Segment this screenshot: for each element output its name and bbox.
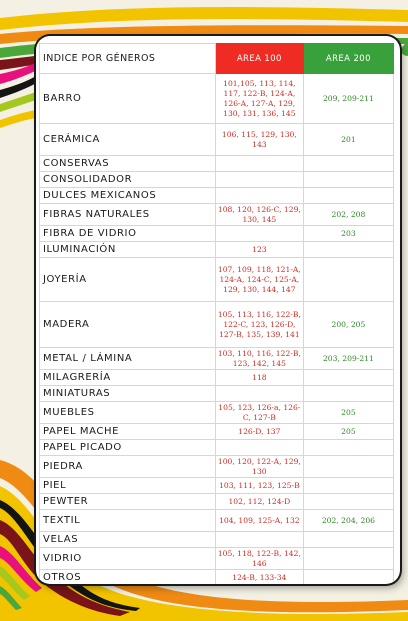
genre-cell: MILAGRERÍA [40,370,216,386]
area-100-cell [215,172,303,188]
genre-index-table [39,43,394,584]
table-row [40,424,394,440]
area-100-cell: 106, 115, 129, 130, 143 [215,124,303,156]
area-200-cell: 202, 204, 206 [303,510,393,532]
area-100-cell: 105, 118, 122-B, 142, 146 [215,548,303,570]
area-100-cell: 126-D, 137 [215,424,303,440]
area-200-cell [303,548,393,570]
area-200-cell [303,386,393,402]
genre-cell: JOYERÍA [40,258,216,302]
area-100-cell: 108, 120, 126-C, 129, 130, 145 [215,204,303,226]
area-100-cell [215,386,303,402]
area-200-cell [303,440,393,456]
table-row [40,242,394,258]
table-row [40,302,394,348]
area-100-cell [215,188,303,204]
area-200-cell [303,570,393,585]
area-100-cell: 104, 109, 125-A, 132 [215,510,303,532]
area-100-cell [215,532,303,548]
area-200-cell [303,188,393,204]
area-200-cell [303,456,393,478]
area-200-cell: 203, 209-211 [303,348,393,370]
table-row [40,494,394,510]
table-row [40,74,394,124]
area-100-cell: 100, 120, 122-A, 129, 130 [215,456,303,478]
genre-cell: PAPEL MACHE [40,424,216,440]
table-row [40,124,394,156]
area-200-cell: 205 [303,424,393,440]
area-200-cell [303,242,393,258]
area-100-cell: 103, 110, 116, 122-B, 123, 142, 145 [215,348,303,370]
area-100-cell [215,226,303,242]
table-row [40,348,394,370]
area-100-cell [215,440,303,456]
header-genre: INDICE POR GÉNEROS [40,44,216,74]
table-row [40,172,394,188]
genre-cell: OTROS [40,570,216,585]
area-200-cell [303,478,393,494]
area-100-cell: 118 [215,370,303,386]
area-100-cell: 123 [215,242,303,258]
genre-cell: TEXTIL [40,510,216,532]
area-200-cell: 200, 205 [303,302,393,348]
table-row [40,510,394,532]
genre-cell: METAL / LÁMINA [40,348,216,370]
genre-cell: MINIATURAS [40,386,216,402]
table-row [40,258,394,302]
table-header-row [40,44,394,74]
genre-cell: PIEDRA [40,456,216,478]
area-200-cell: 202, 208 [303,204,393,226]
genre-cell: VELAS [40,532,216,548]
table-row [40,188,394,204]
area-100-cell: 101,105, 113, 114, 117, 122-B, 124-A, 126-A, 127-A, 129, 130, 131, 136, 145 [215,74,303,124]
table-row [40,402,394,424]
table-row [40,570,394,585]
area-100-cell: 102, 112, 124-D [215,494,303,510]
area-200-cell: 209, 209-211 [303,74,393,124]
genre-cell: MADERA [40,302,216,348]
table-row [40,478,394,494]
area-100-cell: 105, 113, 116, 122-B, 122-C, 123, 126-D, 127-B, 135, 139, 141 [215,302,303,348]
area-100-cell: 103, 111, 123, 125-B [215,478,303,494]
area-200-cell: 205 [303,402,393,424]
genre-cell: CONSOLIDADOR [40,172,216,188]
table-row [40,204,394,226]
area-200-cell [303,370,393,386]
genre-cell: ILUMINACIÓN [40,242,216,258]
table-row [40,370,394,386]
area-200-cell [303,494,393,510]
genre-cell: DULCES MEXICANOS [40,188,216,204]
table-row [40,456,394,478]
genre-index-card [36,36,400,584]
area-200-cell: 203 [303,226,393,242]
genre-cell: PEWTER [40,494,216,510]
area-100-cell: 105, 123, 126-a, 126-C, 127-B [215,402,303,424]
table-row [40,548,394,570]
area-200-cell [303,258,393,302]
genre-cell: CERÁMICA [40,124,216,156]
area-200-cell [303,532,393,548]
table-row [40,226,394,242]
genre-cell: PAPEL PICADO [40,440,216,456]
header-area-100: AREA 100 [215,44,303,74]
genre-cell: CONSERVAS [40,156,216,172]
area-100-cell [215,156,303,172]
genre-cell: VIDRIO [40,548,216,570]
genre-cell: MUEBLES [40,402,216,424]
genre-cell: FIBRA DE VIDRIO [40,226,216,242]
area-200-cell [303,172,393,188]
genre-cell: BARRO [40,74,216,124]
table-row [40,386,394,402]
genre-cell: FIBRAS NATURALES [40,204,216,226]
area-100-cell: 107, 109, 118, 121-A, 124-A, 124-C, 125-A, 129, 130, 144, 147 [215,258,303,302]
genre-cell: PIEL [40,478,216,494]
area-200-cell [303,156,393,172]
table-row [40,532,394,548]
area-100-cell: 124-B, 133-34 [215,570,303,585]
area-200-cell: 201 [303,124,393,156]
table-row [40,440,394,456]
table-row [40,156,394,172]
header-area-200: AREA 200 [303,44,393,74]
